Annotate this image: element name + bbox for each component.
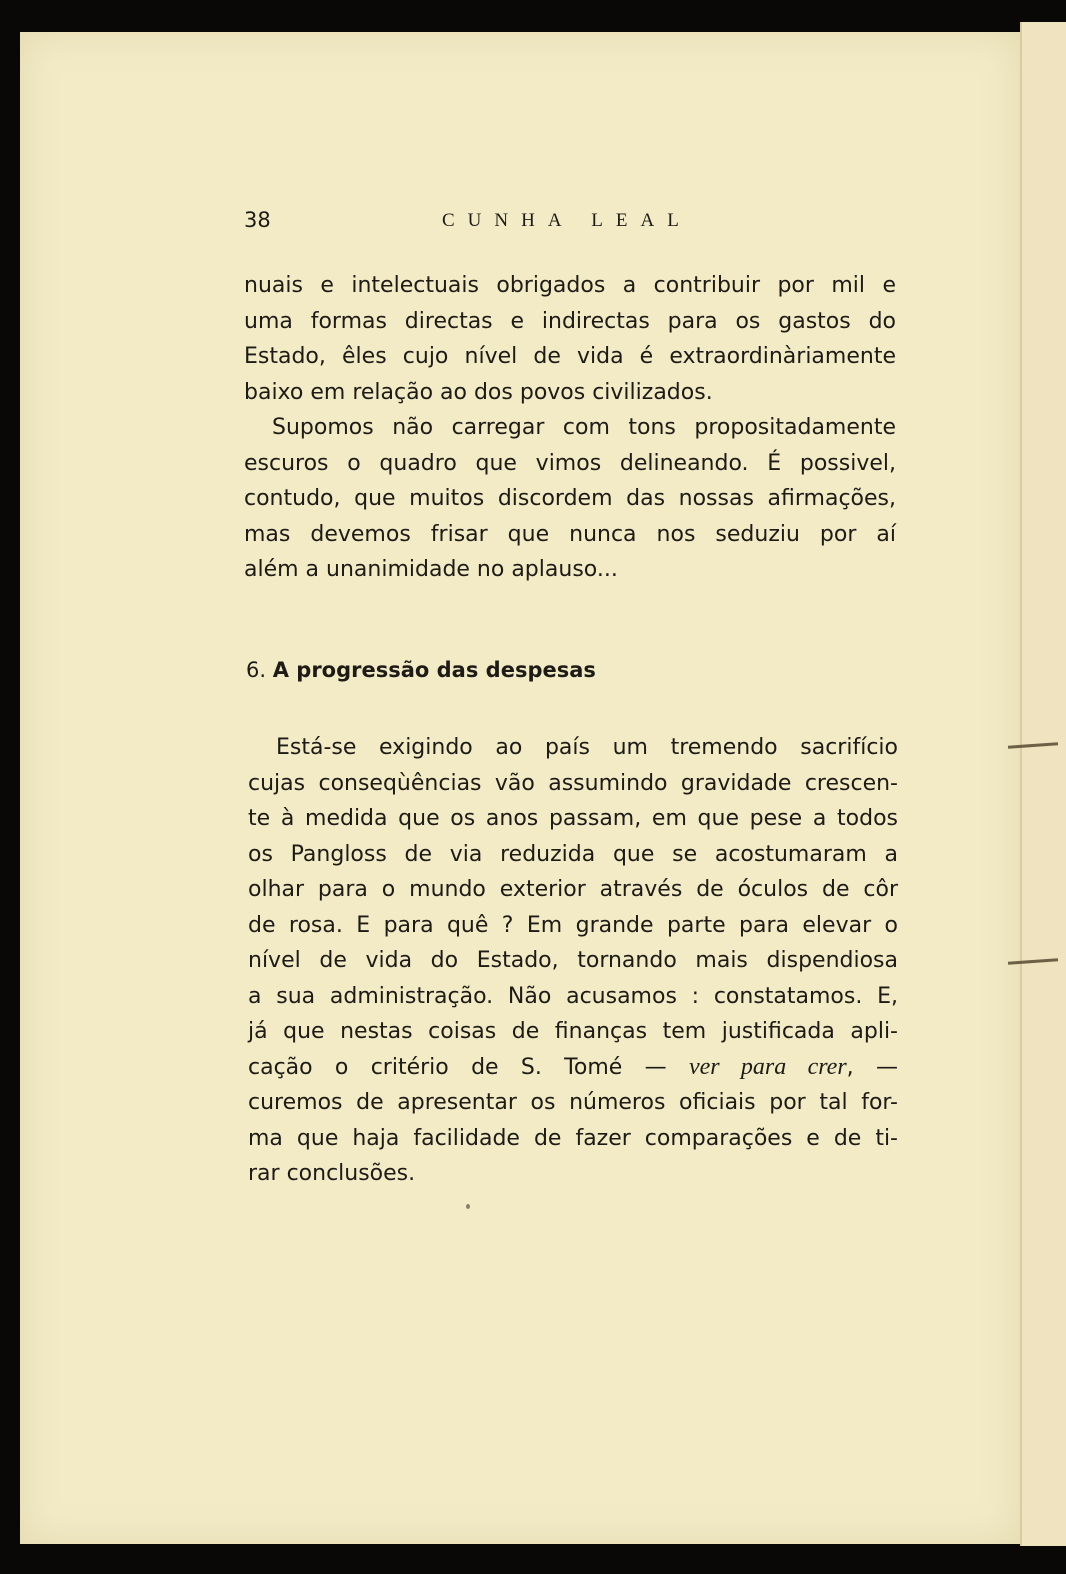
text-line: baixo em relação ao dos povos civilizados.: [244, 379, 713, 405]
ink-speck: [466, 1204, 470, 1209]
text-line: escuros o quadro que vimos delineando. É possivel,: [244, 450, 896, 476]
text-segment: , —: [846, 1054, 898, 1080]
page-number: 38: [244, 208, 271, 232]
text-line: nível de vida do Estado, tornando mais dispendiosa: [248, 948, 898, 973]
section-number: 6.: [246, 658, 267, 682]
text-line: uma formas directas e indirectas para os gastos do: [244, 308, 896, 334]
text-line: os Pangloss de via reduzida que se acostumaram a: [248, 841, 898, 867]
text-line: nuais e intelectuais obrigados a contribuir por mil e: [244, 273, 896, 298]
text-line: rar conclusões.: [248, 1161, 416, 1186]
body-text-section: [248, 730, 898, 1192]
italic-phrase: ver para crer: [688, 1053, 847, 1080]
text-line: olhar para o mundo exterior através de óculos de côr: [248, 877, 898, 902]
text-line: cujas conseqùências vão assumindo gravidade crescen-: [248, 770, 898, 796]
text-line: mas devemos frisar que nunca nos seduziu por aí: [244, 521, 896, 547]
section-heading: [246, 658, 596, 682]
facing-page-edge: [1020, 22, 1066, 1546]
text-line: Estado, êles cujo nível de vida é extraordinàriamente: [244, 344, 896, 369]
running-head-author: CUNHA LEAL: [442, 210, 692, 231]
text-line: curemos de apresentar os números oficiais por tal for-: [248, 1090, 898, 1115]
text-line: Está-se exigindo ao país um tremendo sacrifício: [276, 735, 898, 760]
text-line: a sua administração. Não acusamos : constatamos. E,: [248, 983, 898, 1009]
body-text-top: [244, 268, 896, 588]
text-line-italic: [248, 1050, 898, 1086]
text-line: ma que haja facilidade de fazer comparações e de ti-: [248, 1125, 898, 1151]
text-line: te à medida que os anos passam, em que pese a todos: [248, 806, 898, 831]
text-line: contudo, que muitos discordem das nossas afirmações,: [244, 486, 896, 511]
text-segment: cação o critério de S. Tomé —: [248, 1054, 689, 1080]
text-line: Supomos não carregar com tons propositadamente: [272, 415, 896, 440]
text-line: já que nestas coisas de finanças tem justificada apli-: [248, 1019, 898, 1044]
text-line: além a unanimidade no aplauso...: [244, 557, 618, 582]
text-line: de rosa. E para quê ? Em grande parte para elevar o: [248, 912, 898, 938]
section-title: A progressão das despesas: [272, 658, 596, 682]
